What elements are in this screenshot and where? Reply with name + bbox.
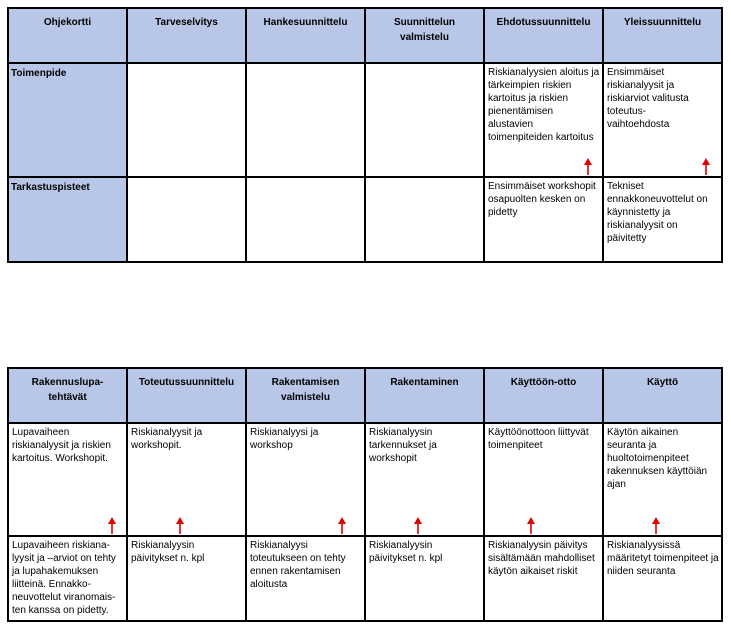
table-cell bbox=[8, 423, 127, 536]
table-row bbox=[8, 63, 722, 177]
up-arrow-icon bbox=[583, 158, 593, 176]
row-label-tarkastuspisteet: Tarkastuspisteet bbox=[8, 177, 127, 262]
table-cell bbox=[246, 63, 365, 177]
cell-text: Ensimmäiset riskianalyysit ja riskiarviot valitusta toteutus-vaihtoehdosta bbox=[607, 67, 689, 130]
header-cell-rakentamisen-valmistelu: Rakentamisen valmistelu bbox=[246, 368, 365, 423]
header-cell-yleissuunnittelu: Yleissuunnittelu bbox=[603, 8, 722, 63]
table-cell bbox=[246, 536, 365, 621]
header-row bbox=[8, 368, 722, 423]
phase-table-bottom bbox=[7, 367, 723, 622]
table-cell bbox=[8, 536, 127, 621]
table-cell bbox=[246, 177, 365, 262]
cell-text: Käyttöönottoon liittyvät toimenpiteet bbox=[488, 427, 589, 451]
table-cell bbox=[365, 423, 484, 536]
table-cell bbox=[603, 177, 722, 262]
table-cell bbox=[246, 423, 365, 536]
up-arrow-icon bbox=[337, 517, 347, 535]
up-arrow-icon bbox=[175, 517, 185, 535]
cell-text: Käytön aikainen seuranta ja huoltotoimenpiteet rakennuksen käyttöiän ajan bbox=[607, 427, 708, 490]
cell-text: Riskianalyysin päivitykset n. kpl bbox=[369, 540, 443, 564]
header-cell-toteutussuunnittelu: Toteutussuunnittelu bbox=[127, 368, 246, 423]
cell-text: Riskianalyysien aloitus ja tärkeimpien riskien kartoitus ja riskien pienentämisen alustavien toimenpiteiden kartoitus bbox=[488, 67, 600, 143]
header-cell-tarveselvitys: Tarveselvitys bbox=[127, 8, 246, 63]
table-cell bbox=[484, 177, 603, 262]
table-cell bbox=[365, 63, 484, 177]
table-cell bbox=[603, 536, 722, 621]
table-cell bbox=[603, 63, 722, 177]
up-arrow-icon bbox=[651, 517, 661, 535]
header-cell-kaytto: Käyttö bbox=[603, 368, 722, 423]
table-cell bbox=[365, 536, 484, 621]
up-arrow-icon bbox=[107, 517, 117, 535]
header-cell-kayttoonotto: Käyttöön-otto bbox=[484, 368, 603, 423]
cell-text: Ensimmäiset workshopit osapuolten kesken on pidetty bbox=[488, 181, 596, 218]
cell-text: Riskianalyysi ja workshop bbox=[250, 427, 319, 451]
phase-table-top bbox=[7, 7, 723, 263]
cell-text: Riskianalyysi toteutukseen on tehty ennen rakentamisen aloitusta bbox=[250, 540, 346, 590]
row-label-toimenpide: Toimenpide bbox=[8, 63, 127, 177]
cell-text: Lupavaiheen riskiana-lyysit ja –arviot on tehty ja lupahakemuksen liitteinä. Ennakko-neuvottelut viranomais-ten kanssa on pidetty. bbox=[12, 540, 116, 616]
table-cell bbox=[127, 536, 246, 621]
cell-text: Riskianalyysin päivitys sisältämään mahdolliset käytön aikaiset riskit bbox=[488, 540, 595, 577]
header-cell-suunnittelun-valmistelu: Suunnittelun valmistelu bbox=[365, 8, 484, 63]
table-row bbox=[8, 423, 722, 536]
up-arrow-icon bbox=[413, 517, 423, 535]
cell-text: Tekniset ennakkoneuvottelut on käynnistetty ja riskianalyysit on päivitetty bbox=[607, 181, 708, 244]
table-cell bbox=[127, 63, 246, 177]
cell-text: Riskianalyysit ja workshopit. bbox=[131, 427, 203, 451]
table-cell bbox=[484, 536, 603, 621]
table-cell bbox=[127, 177, 246, 262]
cell-text: Riskianalyysin tarkennukset ja workshopit bbox=[369, 427, 437, 464]
header-cell-hankesuunnittelu: Hankesuunnittelu bbox=[246, 8, 365, 63]
header-cell-ohjekortti: Ohjekortti bbox=[8, 8, 127, 63]
header-cell-ehdotussuunnittelu: Ehdotussuunnittelu bbox=[484, 8, 603, 63]
table-cell bbox=[484, 423, 603, 536]
cell-text: Riskianalyysin päivitykset n. kpl bbox=[131, 540, 205, 564]
cell-text: Lupavaiheen riskianalyysit ja riskien kartoitus. Workshopit. bbox=[12, 427, 111, 464]
table-cell bbox=[603, 423, 722, 536]
up-arrow-icon bbox=[526, 517, 536, 535]
table-cell bbox=[484, 63, 603, 177]
cell-text: Riskianalyysissä määritetyt toimenpiteet ja niiden seuranta bbox=[607, 540, 719, 577]
header-cell-rakentaminen: Rakentaminen bbox=[365, 368, 484, 423]
table-row bbox=[8, 177, 722, 262]
up-arrow-icon bbox=[701, 158, 711, 176]
table-cell bbox=[127, 423, 246, 536]
table-row bbox=[8, 536, 722, 621]
table-cell bbox=[365, 177, 484, 262]
header-row bbox=[8, 8, 722, 63]
header-cell-rakennuslupatehtavat: Rakennuslupa-tehtävät bbox=[8, 368, 127, 423]
